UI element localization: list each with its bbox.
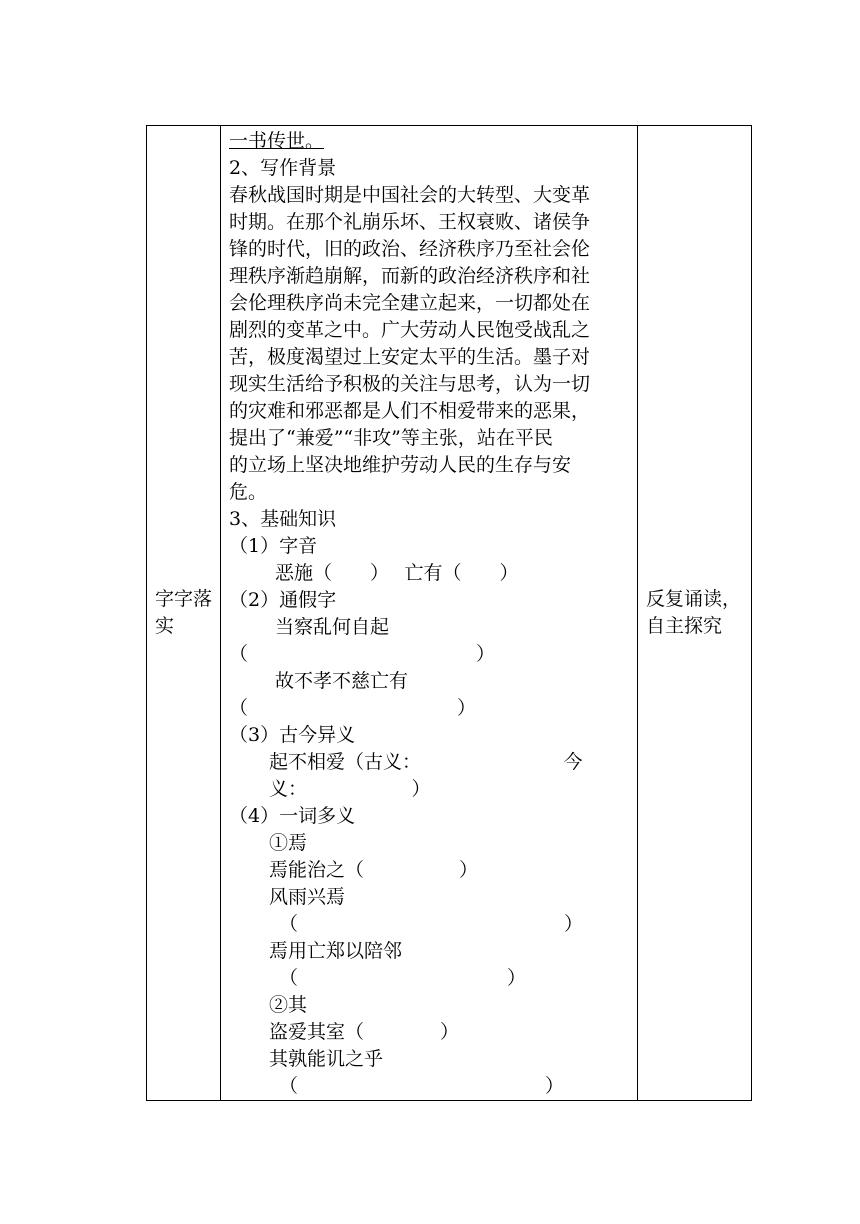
- label-cell: [147, 126, 221, 1101]
- answer-blank: （ ）: [229, 697, 477, 719]
- para-line: 剧烈的变革之中。广大劳动人民饱受战乱之: [229, 319, 591, 341]
- answer-blank: （ ）: [279, 967, 527, 989]
- para-line: 的立场上坚决地维护劳动人民的生存与安: [229, 454, 572, 476]
- method-cell: [638, 126, 752, 1101]
- q4-example: 焉能治之（ ）: [269, 859, 479, 881]
- para-line: 现实生活给予积极的关注与思考，认为一切: [229, 373, 591, 395]
- q4-example: 盗爱其室（ ）: [269, 1021, 460, 1043]
- para-line: 春秋战国时期是中国社会的大转型、大变革: [229, 184, 591, 206]
- q4-title: （4）一词多义: [229, 805, 356, 827]
- q2-title: （2）通假字: [229, 589, 337, 611]
- para-line: 会伦理秩序尚未完全建立起来，一切都处在: [229, 292, 591, 314]
- content-cell: [221, 126, 638, 1101]
- q3-line: 义： ）: [269, 778, 431, 800]
- q4-example: 焉用亡郑以陪邻: [269, 940, 403, 962]
- section2-title: 2、写作背景: [229, 157, 337, 179]
- para-line: 危。: [229, 481, 268, 503]
- table-row: [147, 126, 752, 1101]
- q3-title: （3）古今异义: [229, 724, 356, 746]
- answer-blank: （ ）: [229, 643, 496, 665]
- para-line: 苦，极度渴望过上安定太平的生活。墨子对: [229, 346, 591, 368]
- q4-word: ②其: [269, 994, 308, 1016]
- para-line: 时期。在那个礼崩乐坏、王权衰败、诸侯争: [229, 211, 591, 233]
- row-label: 字字落实: [155, 588, 213, 637]
- para-line: 理秩序渐趋崩解，而新的政治经济秩序和社: [229, 265, 591, 287]
- q3-line: 起不相爱（古义： 今: [269, 751, 583, 773]
- section2-paragraph: [229, 182, 633, 506]
- para-line: 的灾难和邪恶都是人们不相爱带来的恶果，: [229, 400, 591, 422]
- answer-blank: （ ）: [279, 913, 584, 935]
- para-line: 提出了“兼爱”“非攻”等主张，站在平民: [229, 427, 553, 449]
- section3-title: 3、基础知识: [229, 508, 337, 530]
- answer-blank: （ ）: [279, 1075, 565, 1097]
- lesson-table: [146, 125, 752, 1101]
- q1-pronunciation-line: 恶施（ ） 亡有（ ）: [275, 562, 519, 584]
- q4-word: ①焉: [269, 832, 308, 854]
- q2-item: 故不孝不慈亡有: [275, 670, 409, 692]
- q1-title: （1）字音: [229, 535, 318, 557]
- method-text: 反复诵读，自主探究: [646, 588, 742, 637]
- para-line: 锋的时代，旧的政治、经济秩序乃至社会伦: [229, 238, 591, 260]
- q2-item: 当察乱何自起: [275, 616, 390, 638]
- top-line: 一书传世。: [229, 130, 325, 152]
- q4-example: 风雨兴焉: [269, 886, 346, 908]
- q4-example: 其孰能讥之乎: [269, 1048, 384, 1070]
